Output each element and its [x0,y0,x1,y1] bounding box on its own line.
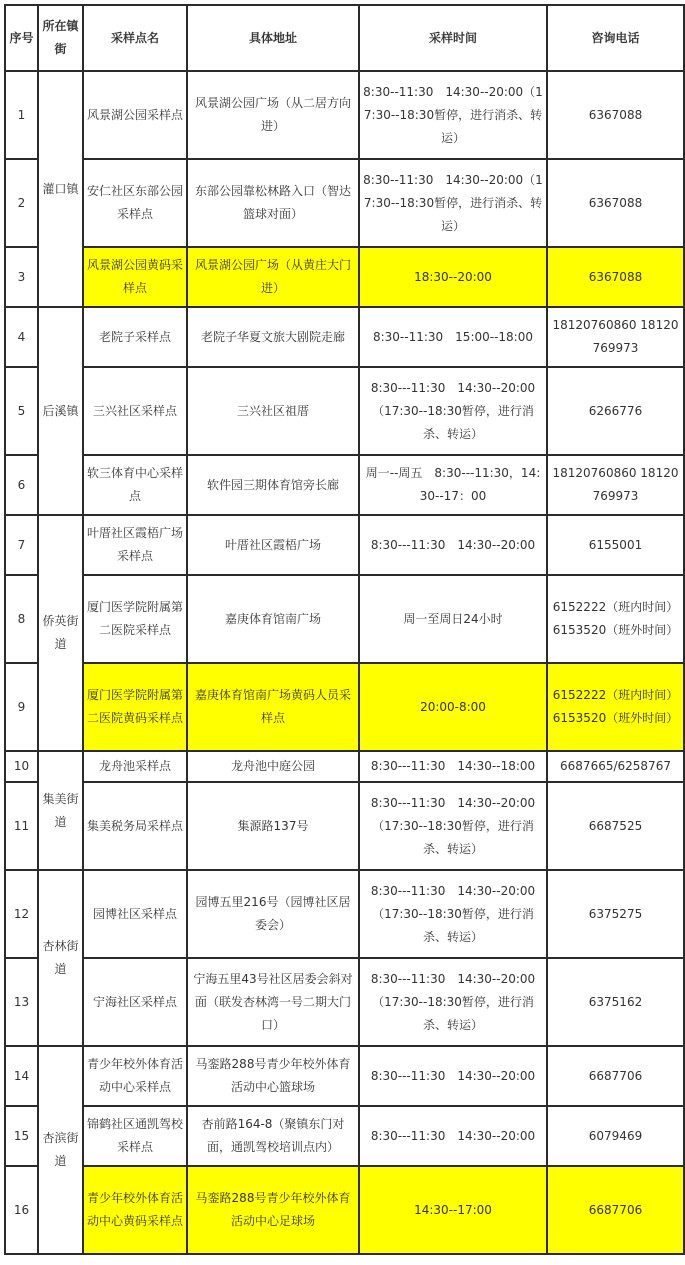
address-cell: 软件园三期体育馆旁长廊 [187,455,359,515]
phone-cell: 18120760860 18120769973 [547,307,684,367]
header-time: 采样时间 [359,5,547,71]
header-row [5,5,684,71]
table-row [5,782,684,870]
address-cell: 马銮路288号青少年校外体育活动中心足球场 [187,1166,359,1254]
time-cell: 8:30---11:30 14:30--18:00 [359,751,547,782]
row-no: 9 [5,663,38,751]
phone-cell: 18120760860 18120769973 [547,455,684,515]
table-row [5,1166,684,1254]
table-row [5,663,684,751]
table-row [5,367,684,455]
row-no: 14 [5,1046,38,1106]
phone-cell: 6079469 [547,1106,684,1166]
row-no: 11 [5,782,38,870]
time-cell: 8:30--11:30 14:30--20:00（17:30--18:30暂停，进行消杀、转运） [359,71,547,159]
district-cell: 集美街道 [38,751,83,870]
time-cell: 8:30---11:30 14:30--20:00 [359,1046,547,1106]
phone-cell: 6375275 [547,870,684,958]
time-cell: 8:30---11:30 14:30--20:00（17:30--18:30暂停，进行消杀、转运） [359,870,547,958]
time-cell: 8:30---11:30 14:30--20:00（17:30--18:30暂停，进行消杀、转运） [359,367,547,455]
table-row [5,455,684,515]
site-cell: 叶厝社区霞梧广场采样点 [83,515,187,575]
table-row [5,958,684,1046]
row-no: 3 [5,247,38,307]
phone-cell: 6152222（班内时间）6153520（班外时间） [547,575,684,663]
phone-cell: 6152222（班内时间）6153520（班外时间） [547,663,684,751]
phone-cell: 6687525 [547,782,684,870]
row-no: 10 [5,751,38,782]
table-row [5,307,684,367]
header-no: 序号 [5,5,38,71]
time-cell: 8:30---11:30 14:30--20:00 [359,515,547,575]
address-cell: 嘉庚体育馆南广场黄码人员采样点 [187,663,359,751]
site-cell: 厦门医学院附属第二医院黄码采样点 [83,663,187,751]
row-no: 1 [5,71,38,159]
district-cell: 侨英街道 [38,515,83,751]
time-cell: 8:30--11:30 14:30--20:00（17:30--18:30暂停，进行消杀、转运） [359,159,547,247]
row-no: 5 [5,367,38,455]
row-no: 12 [5,870,38,958]
table-row [5,575,684,663]
table-row [5,870,684,958]
time-cell: 14:30--17:00 [359,1166,547,1254]
row-no: 16 [5,1166,38,1254]
address-cell: 嘉庚体育馆南广场 [187,575,359,663]
table-row [5,159,684,247]
district-cell: 后溪镇 [38,307,83,515]
site-cell: 风景湖公园黄码采样点 [83,247,187,307]
phone-cell: 6687706 [547,1166,684,1254]
address-cell: 园博五里216号（园博社区居委会） [187,870,359,958]
phone-cell: 6367088 [547,159,684,247]
address-cell: 老院子华夏文旅大剧院走廊 [187,307,359,367]
site-cell: 软三体育中心采样点 [83,455,187,515]
time-cell: 8:30---11:30 14:30--20:00 [359,1106,547,1166]
table-row [5,247,684,307]
phone-cell: 6367088 [547,247,684,307]
table-row [5,71,684,159]
address-cell: 三兴社区祖厝 [187,367,359,455]
district-cell: 杏林街道 [38,870,83,1046]
header-phone: 咨询电话 [547,5,684,71]
site-cell: 安仁社区东部公园采样点 [83,159,187,247]
address-cell: 杏前路164-8（聚镇东门对面，通凯驾校培训点内） [187,1106,359,1166]
phone-cell: 6687665/6258767 [547,751,684,782]
site-cell: 集美税务局采样点 [83,782,187,870]
table-row [5,1046,684,1106]
address-cell: 东部公园靠松林路入口（智达篮球对面） [187,159,359,247]
header-district: 所在镇街 [38,5,83,71]
row-no: 6 [5,455,38,515]
site-cell: 青少年校外体育活动中心黄码采样点 [83,1166,187,1254]
address-cell: 马銮路288号青少年校外体育活动中心篮球场 [187,1046,359,1106]
time-cell: 8:30--11:30 15:00--18:00 [359,307,547,367]
time-cell: 8:30---11:30 14:30--20:00（17:30--18:30暂停，进行消杀、转运） [359,782,547,870]
row-no: 2 [5,159,38,247]
row-no: 8 [5,575,38,663]
header-site: 采样点名 [83,5,187,71]
address-cell: 宁海五里43号社区居委会斜对面（联发杏林湾一号二期大门口） [187,958,359,1046]
row-no: 4 [5,307,38,367]
row-no: 7 [5,515,38,575]
address-cell: 叶厝社区霞梧广场 [187,515,359,575]
site-cell: 风景湖公园采样点 [83,71,187,159]
site-cell: 厦门医学院附属第二医院采样点 [83,575,187,663]
row-no: 15 [5,1106,38,1166]
phone-cell: 6367088 [547,71,684,159]
header-address: 具体地址 [187,5,359,71]
table-row [5,1106,684,1166]
phone-cell: 6155001 [547,515,684,575]
time-cell: 20:00-8:00 [359,663,547,751]
district-cell: 杏滨街道 [38,1046,83,1254]
site-cell: 老院子采样点 [83,307,187,367]
time-cell: 周一至周日24小时 [359,575,547,663]
district-cell: 灌口镇 [38,71,83,307]
row-no: 13 [5,958,38,1046]
site-cell: 园博社区采样点 [83,870,187,958]
site-cell: 锦鹤社区通凯驾校采样点 [83,1106,187,1166]
address-cell: 风景湖公园广场（从黄庄大门进） [187,247,359,307]
phone-cell: 6687706 [547,1046,684,1106]
address-cell: 龙舟池中庭公园 [187,751,359,782]
site-cell: 宁海社区采样点 [83,958,187,1046]
address-cell: 集源路137号 [187,782,359,870]
site-cell: 龙舟池采样点 [83,751,187,782]
address-cell: 风景湖公园广场（从二居方向进） [187,71,359,159]
time-cell: 周一--周五 8:30---11:30，14:30--17：00 [359,455,547,515]
time-cell: 18:30--20:00 [359,247,547,307]
table-row [5,515,684,575]
phone-cell: 6375162 [547,958,684,1046]
sampling-sites-table [4,4,685,1255]
site-cell: 青少年校外体育活动中心采样点 [83,1046,187,1106]
table-row [5,751,684,782]
site-cell: 三兴社区采样点 [83,367,187,455]
phone-cell: 6266776 [547,367,684,455]
time-cell: 8:30---11:30 14:30--20:00（17:30--18:30暂停，进行消杀、转运） [359,958,547,1046]
